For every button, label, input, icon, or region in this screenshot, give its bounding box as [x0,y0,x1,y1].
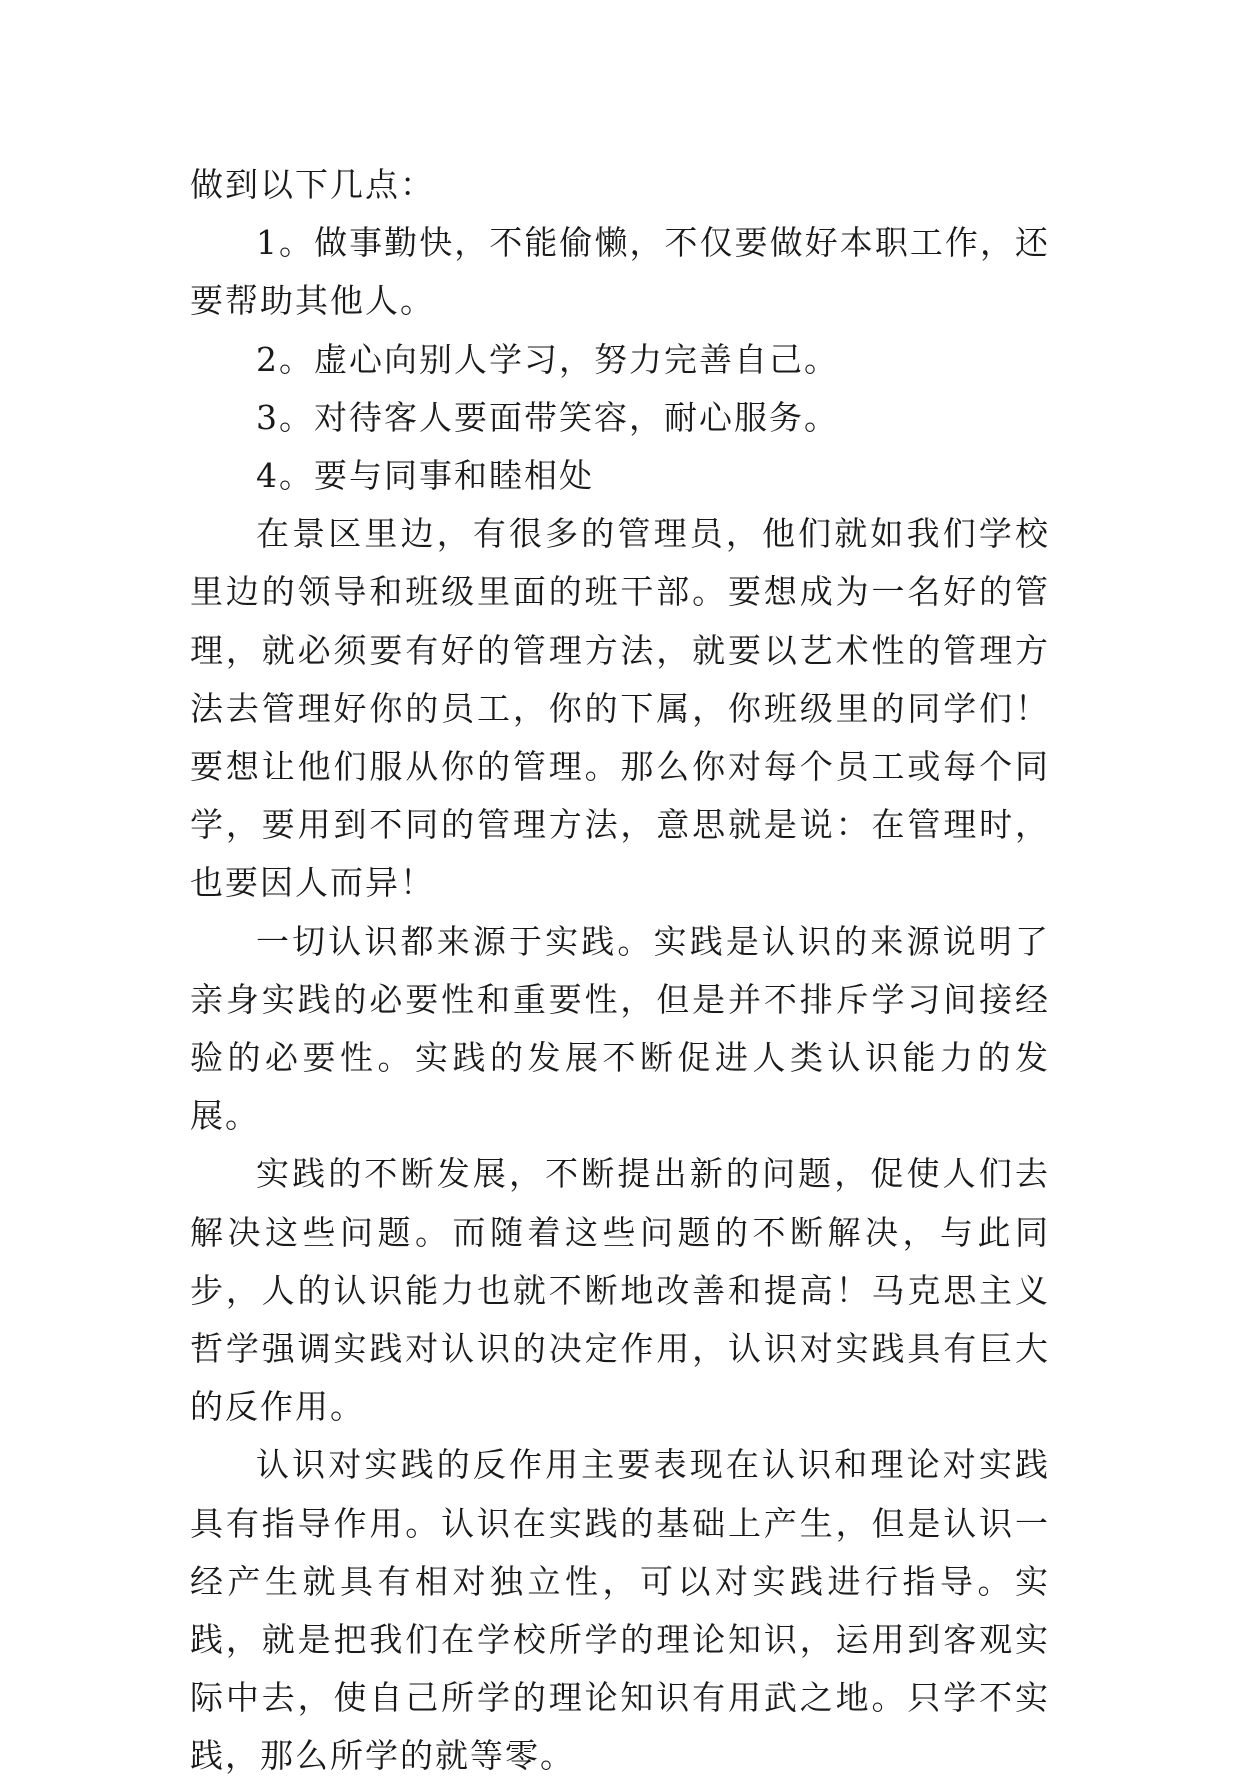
paragraph-cognition-reaction: 认识对实践的反作用主要表现在认识和理论对实践具有指导作用。认识在实践的基础上产生，但是认识一经产生就具有相对独立性，可以对实践进行指导。实践，就是把我们在学校所学的理论知识，运用到客观实际中去，使自己所学的理论知识有用武之地。只学不实践，那么所学的就等零。 [190,1445,1050,1776]
list-item-4: 4。要与同事和睦相处 [256,456,594,496]
list-item-1: 1。做事勤快，不能偷懒，不仅要做好本职工作，还要帮助其他人。 [190,223,1050,321]
paragraph-intro: 做到以下几点： [190,165,435,204]
paragraph-practice-development: 实践的不断发展，不断提出新的问题，促使人们去解决这些问题。而随着这些问题的不断解决，与此同步，人的认识能力也就不断地改善和提高！马克思主义哲学强调实践对认识的决定作用，认识对实践具有巨大的反作用。 [190,1154,1050,1427]
paragraph-management: 在景区里边，有很多的管理员，他们就如我们学校里边的领导和班级里面的班干部。要想成为一名好的管理，就必须要有好的管理方法，就要以艺术性的管理方法去管理好你的员工，你的下属，你班级里的同学们！要想让他们服从你的管理。那么你对每个员工或每个同学，要用到不同的管理方法，意思就是说：在管理时，也要因人而异！ [190,514,1050,903]
list-item-2: 2。虚心向别人学习，努力完善自己。 [256,339,839,379]
document-body [190,156,1050,1786]
list-item-3: 3。对待客人要面带笑容，耐心服务。 [256,397,839,437]
paragraph-practice-source: 一切认识都来源于实践。实践是认识的来源说明了亲身实践的必要性和重要性，但是并不排斥学习间接经验的必要性。实践的发展不断促进人类认识能力的发展。 [190,921,1050,1136]
